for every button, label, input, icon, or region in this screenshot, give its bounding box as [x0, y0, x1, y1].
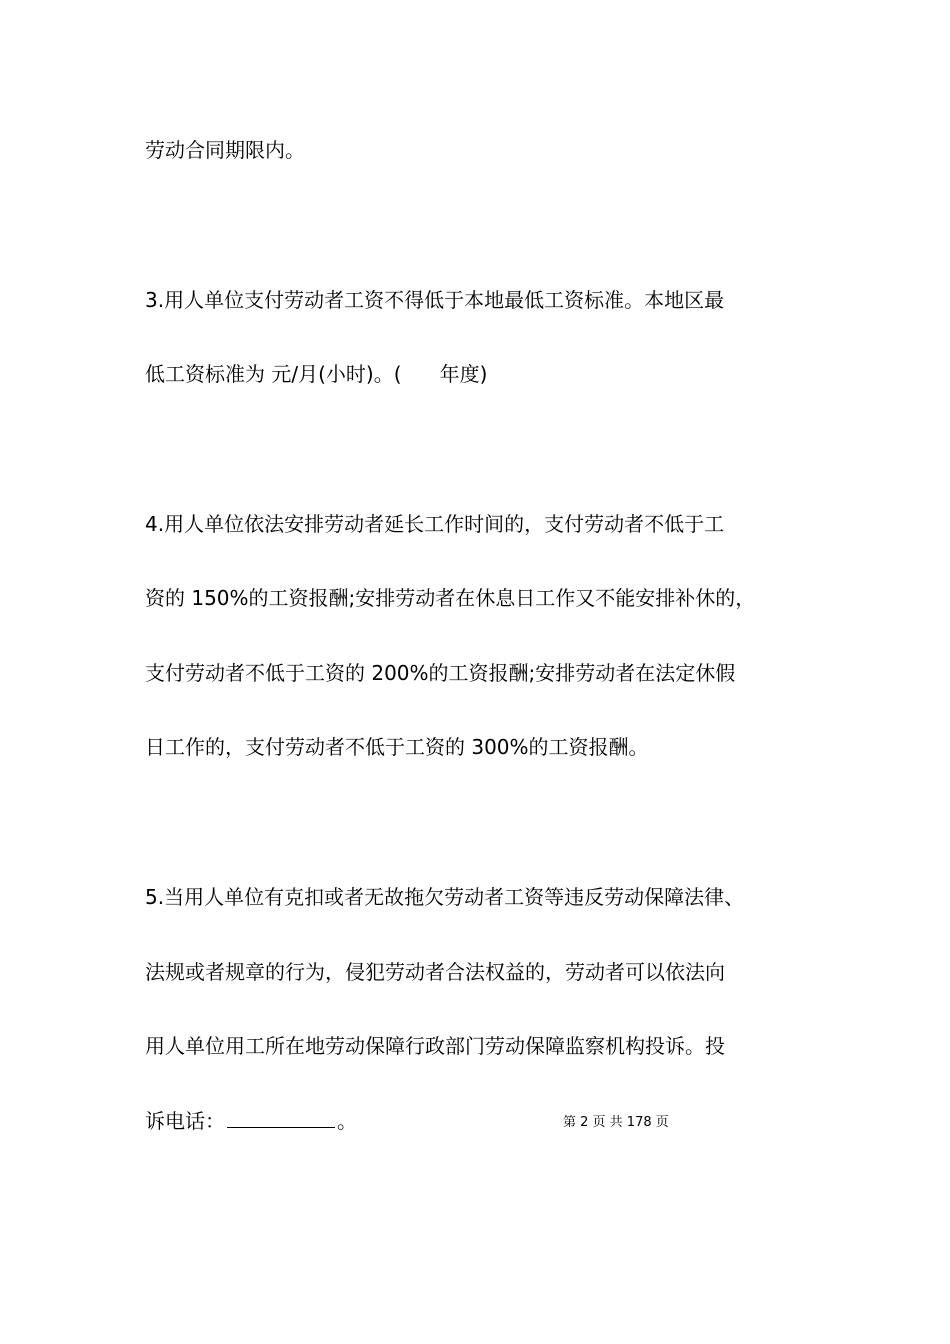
- complaint-phone-label: 诉电话：: [145, 1109, 225, 1133]
- item4-line3: 支付劳动者不低于工资的 200%的工资报酬;安排劳动者在法定休假: [145, 661, 736, 685]
- item4-line1: 4.用人单位依法安排劳动者延长工作时间的，支付劳动者不低于工: [145, 512, 725, 536]
- item4-line4: 日工作的，支付劳动者不低于工资的 300%的工资报酬。: [145, 735, 649, 759]
- item5-line2: 法规或者规章的行为，侵犯劳动者合法权益的，劳动者可以依法向: [145, 960, 725, 984]
- complaint-phone-blank: [227, 1107, 335, 1128]
- line-end-period: 。: [337, 1109, 357, 1133]
- item3-line2: 低工资标准为 元/月(小时)。( 年度): [145, 362, 488, 386]
- item4-line2: 资的 150%的工资报酬;安排劳动者在休息日工作又不能安排补休的，: [145, 586, 756, 610]
- continuation-line: 劳动合同期限内。: [145, 138, 305, 162]
- item5-line1: 5.当用人单位有克扣或者无故拖欠劳动者工资等违反劳动保障法律、: [145, 885, 745, 909]
- item3-line1: 3.用人单位支付劳动者工资不得低于本地最低工资标准。本地区最: [145, 288, 725, 312]
- page-number: 第 2 页 共 178 页: [563, 1115, 669, 1130]
- item5-line3: 用人单位用工所在地劳动保障行政部门劳动保障监察机构投诉。投: [145, 1034, 725, 1058]
- item5-line4: [145, 1107, 357, 1135]
